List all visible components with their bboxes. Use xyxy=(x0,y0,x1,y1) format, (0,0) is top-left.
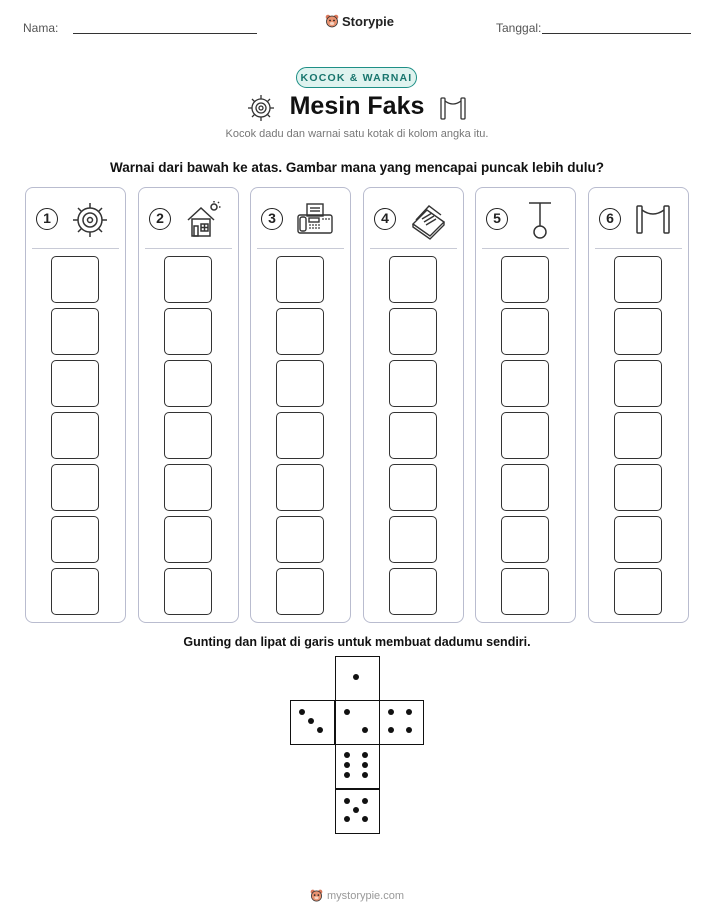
color-box[interactable] xyxy=(51,412,99,459)
footer xyxy=(0,889,714,903)
color-box[interactable] xyxy=(501,412,549,459)
hanging-ball-icon xyxy=(520,200,560,240)
cut-instruction: Gunting dan lipat di garis untuk membuat dadumu sendiri. xyxy=(183,635,531,649)
color-box[interactable] xyxy=(501,464,549,511)
color-box[interactable] xyxy=(51,464,99,511)
color-box[interactable] xyxy=(51,308,99,355)
dice-face-5[interactable] xyxy=(335,789,380,834)
column-number: 2 xyxy=(149,208,171,230)
dice-face-1b[interactable] xyxy=(335,700,380,745)
fax-machine-icon xyxy=(295,200,335,240)
color-box[interactable] xyxy=(389,568,437,615)
footer-url[interactable]: mystorypie.com xyxy=(326,890,405,902)
name-line[interactable] xyxy=(73,33,257,34)
color-box[interactable] xyxy=(276,256,324,303)
column-2 xyxy=(138,187,239,623)
dice-face-1[interactable] xyxy=(335,656,380,701)
color-box[interactable] xyxy=(614,516,662,563)
color-box[interactable] xyxy=(164,464,212,511)
house-icon xyxy=(183,200,223,240)
color-box[interactable] xyxy=(389,516,437,563)
dice-face-4[interactable] xyxy=(379,700,424,745)
color-box[interactable] xyxy=(614,412,662,459)
color-box[interactable] xyxy=(276,360,324,407)
column-divider xyxy=(32,248,119,249)
page-subtitle: Kocok dadu dan warnai satu kotak di kolom angka itu. xyxy=(225,128,489,140)
color-box[interactable] xyxy=(389,464,437,511)
bear-logo-icon xyxy=(325,14,339,29)
column-number: 6 xyxy=(599,208,621,230)
color-box[interactable] xyxy=(51,568,99,615)
column-divider xyxy=(145,248,232,249)
color-box[interactable] xyxy=(51,256,99,303)
dice-face-3[interactable] xyxy=(290,700,335,745)
color-box[interactable] xyxy=(164,516,212,563)
column-number: 4 xyxy=(374,208,396,230)
color-box[interactable] xyxy=(164,568,212,615)
brand-logo xyxy=(325,14,394,29)
column-divider xyxy=(370,248,457,249)
dice-face-6[interactable] xyxy=(335,744,380,789)
column-6 xyxy=(588,187,689,623)
column-divider xyxy=(482,248,569,249)
column-1 xyxy=(25,187,126,623)
column-number: 3 xyxy=(261,208,283,230)
activity-badge: KOCOK & WARNAI xyxy=(296,67,417,88)
color-box[interactable] xyxy=(276,516,324,563)
color-box[interactable] xyxy=(501,516,549,563)
column-number: 5 xyxy=(486,208,508,230)
color-box[interactable] xyxy=(389,412,437,459)
color-box[interactable] xyxy=(614,464,662,511)
color-box[interactable] xyxy=(276,464,324,511)
color-box[interactable] xyxy=(614,568,662,615)
date-line[interactable] xyxy=(542,33,691,34)
color-box[interactable] xyxy=(164,256,212,303)
color-box[interactable] xyxy=(501,360,549,407)
coloring-instruction: Warnai dari bawah ke atas. Gambar mana yang mencapai puncak lebih dulu? xyxy=(110,160,604,175)
color-box[interactable] xyxy=(51,360,99,407)
color-box[interactable] xyxy=(164,308,212,355)
color-box[interactable] xyxy=(389,360,437,407)
column-divider xyxy=(595,248,682,249)
name-label: Nama: xyxy=(23,21,59,35)
column-4 xyxy=(363,187,464,623)
gear-icon xyxy=(70,200,110,240)
page-title: Mesin Faks xyxy=(289,92,425,120)
brand-name: Storypie xyxy=(342,14,395,29)
color-box[interactable] xyxy=(389,256,437,303)
color-box[interactable] xyxy=(501,568,549,615)
date-label: Tanggal: xyxy=(496,21,542,35)
color-box[interactable] xyxy=(614,308,662,355)
rope-barrier-icon xyxy=(438,95,468,121)
color-box[interactable] xyxy=(276,568,324,615)
paper-stack-icon xyxy=(408,200,448,240)
column-3 xyxy=(250,187,351,623)
color-box[interactable] xyxy=(276,412,324,459)
color-box[interactable] xyxy=(164,360,212,407)
rope-barrier-icon xyxy=(633,200,673,240)
color-box[interactable] xyxy=(501,308,549,355)
color-box[interactable] xyxy=(389,308,437,355)
column-5 xyxy=(475,187,576,623)
column-divider xyxy=(257,248,344,249)
bear-logo-icon xyxy=(310,889,323,903)
color-box[interactable] xyxy=(501,256,549,303)
color-box[interactable] xyxy=(164,412,212,459)
color-box[interactable] xyxy=(614,256,662,303)
column-number: 1 xyxy=(36,208,58,230)
color-box[interactable] xyxy=(614,360,662,407)
color-box[interactable] xyxy=(276,308,324,355)
color-box[interactable] xyxy=(51,516,99,563)
